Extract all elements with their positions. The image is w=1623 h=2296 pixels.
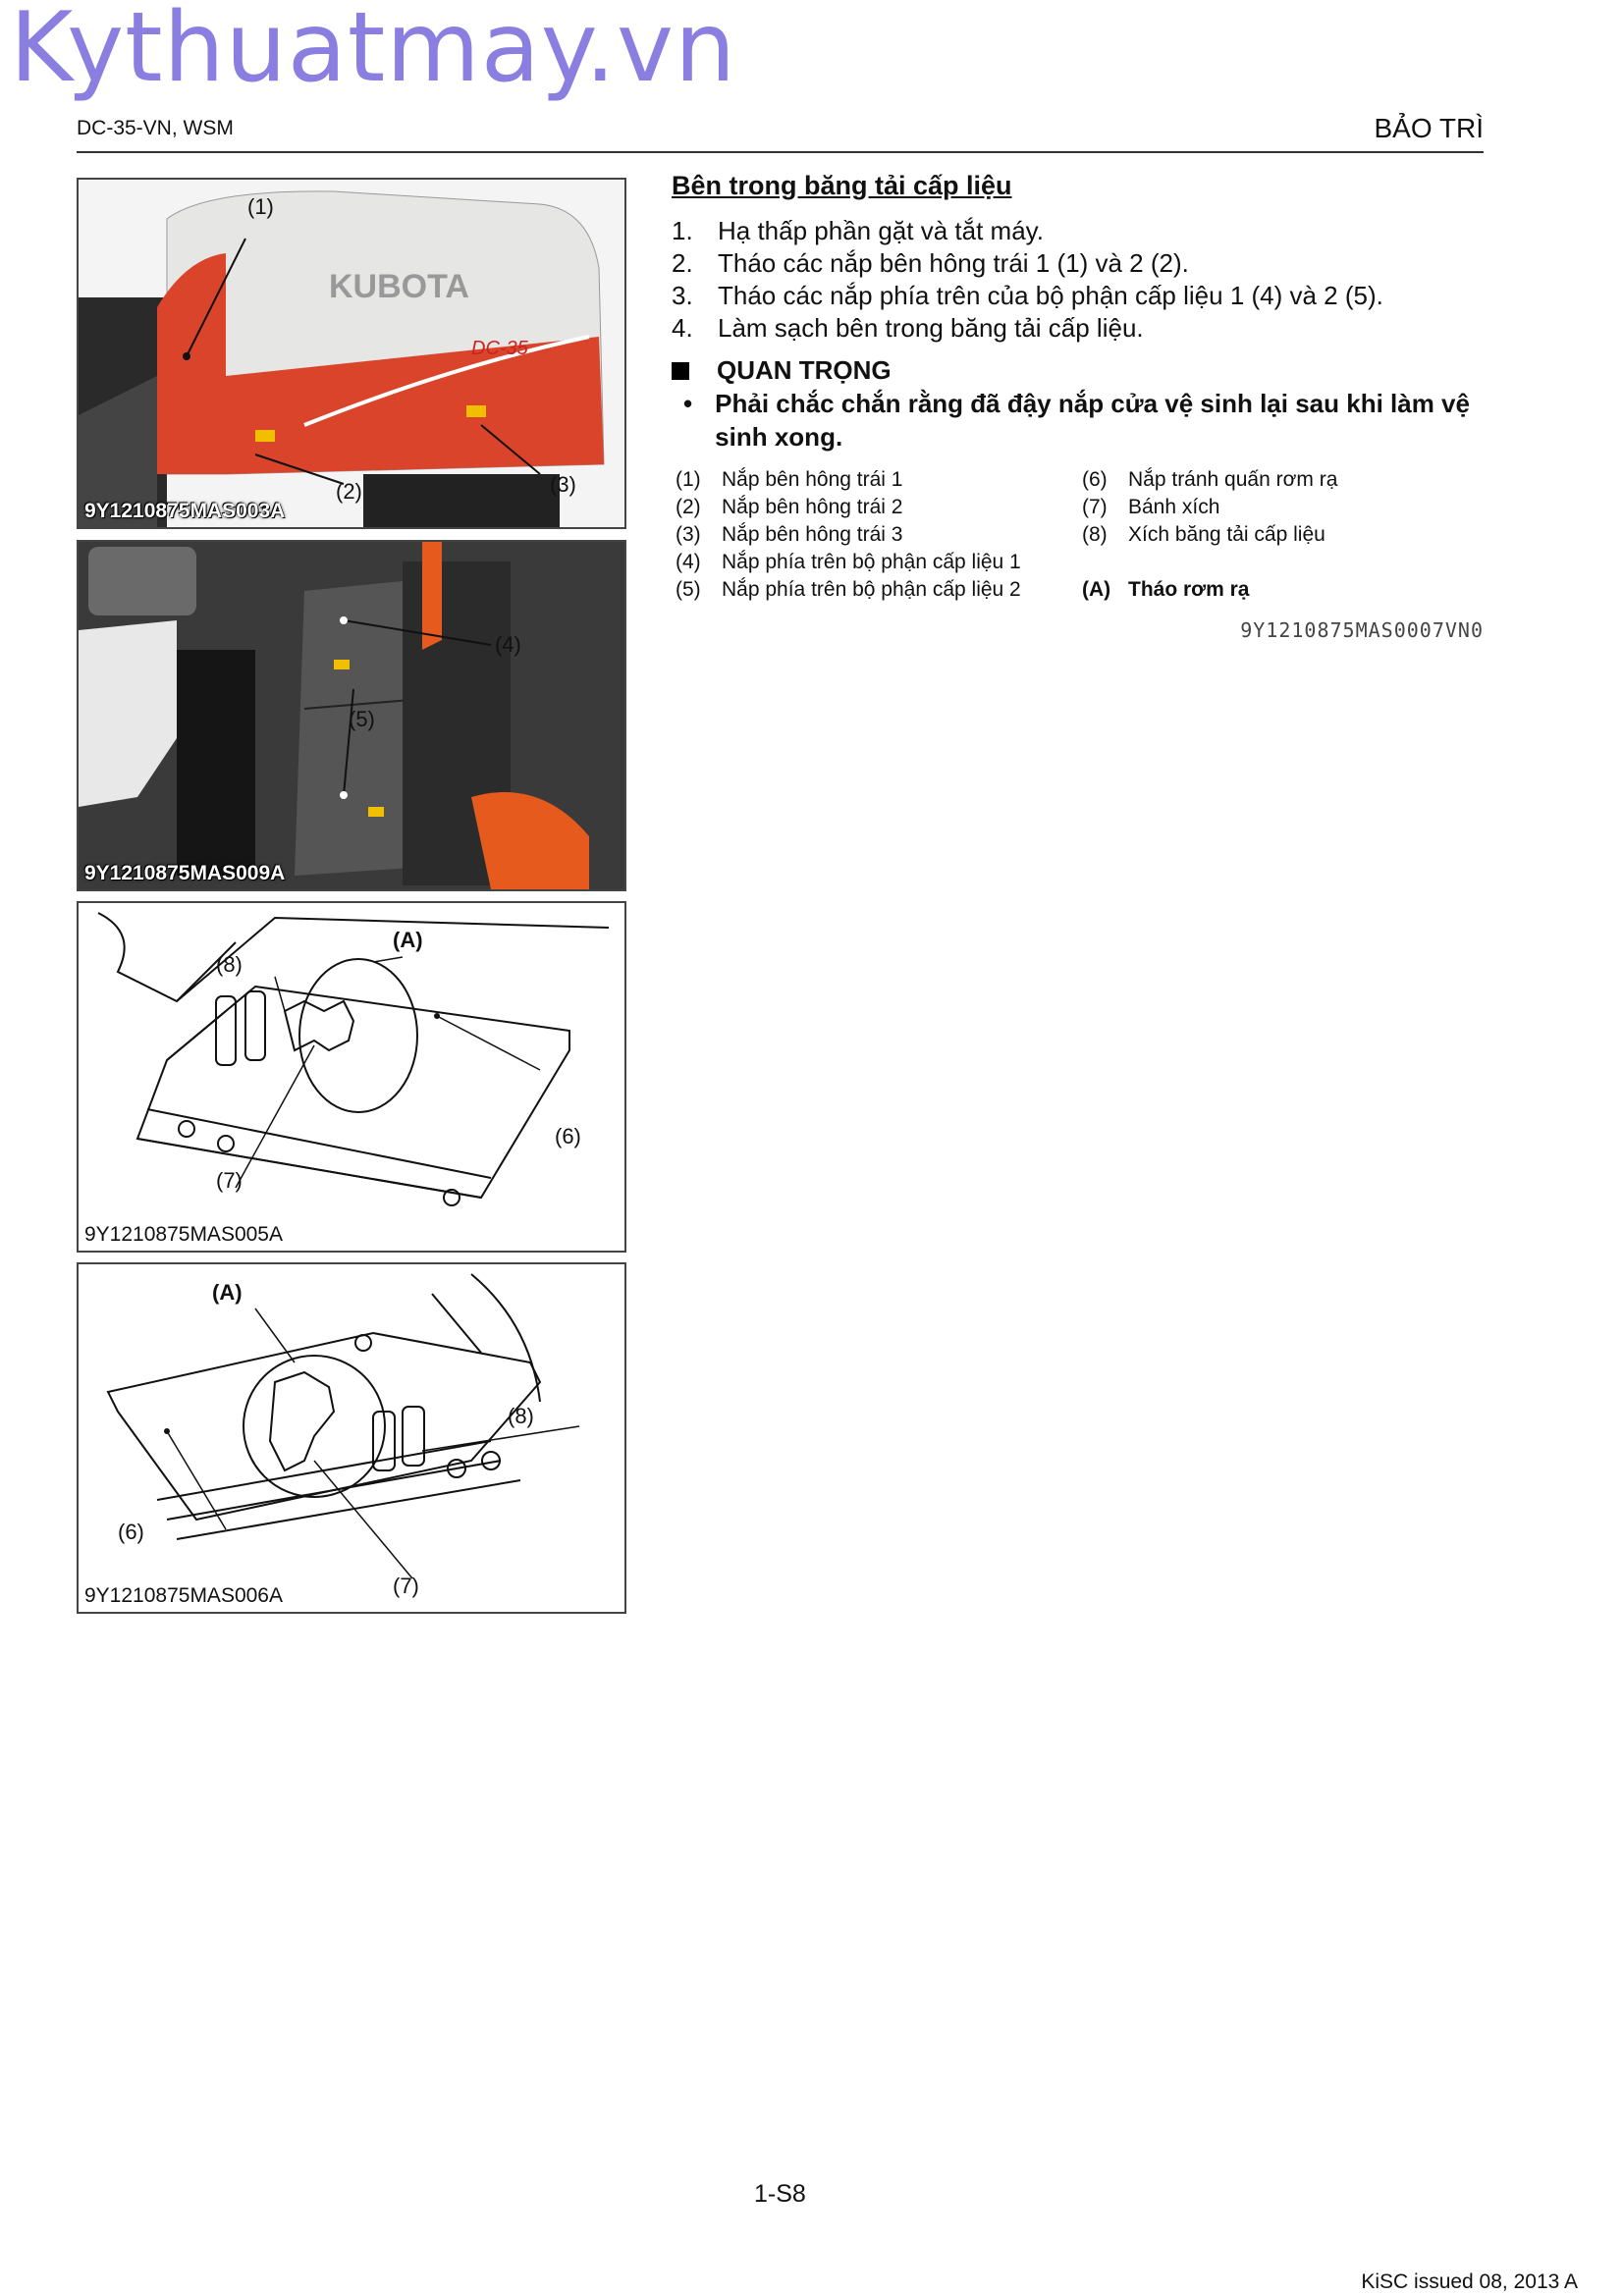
label-7: (7) — [393, 1574, 419, 1598]
label-4: (4) — [495, 632, 521, 657]
legend-item: (8) Xích băng tải cấp liệu — [1082, 523, 1325, 546]
legend-item: (6) Nắp tránh quấn rơm rạ — [1082, 468, 1338, 491]
label-8: (8) — [216, 952, 243, 977]
label-6: (6) — [118, 1520, 144, 1544]
figure-feeder-covers — [77, 540, 626, 891]
feeder-covers-illustration — [79, 542, 624, 889]
legend-item: (7) Bánh xích — [1082, 496, 1220, 518]
figure-machine-side — [77, 178, 626, 529]
header-model: DC-35-VN, WSM — [77, 117, 234, 139]
page-number: 1-S8 — [754, 2180, 806, 2208]
label-A: (A) — [393, 928, 423, 952]
watermark-logo: Kythuatmay.vn — [10, 0, 737, 104]
conveyor-drawing-2 — [79, 1264, 624, 1612]
figure-conveyor-drawing-1 — [77, 901, 626, 1253]
legend-item: (3) Nắp bên hông trái 3 — [676, 523, 903, 546]
bullet-icon: • — [683, 389, 693, 418]
square-bullet-icon — [672, 362, 689, 380]
important-heading: QUAN TRỌNG — [672, 355, 892, 386]
conveyor-drawing-1 — [79, 903, 624, 1251]
label-8: (8) — [508, 1404, 534, 1428]
legend-item: (A) Tháo rơm rạ — [1082, 578, 1250, 601]
step-item: 1. Hạ thấp phần gặt và tắt máy. — [672, 216, 1044, 245]
figure-id: 9Y1210875MAS005A — [84, 1223, 283, 1246]
label-3: (3) — [550, 472, 576, 497]
model-text: DC-35 — [471, 338, 528, 359]
label-6: (6) — [555, 1124, 581, 1148]
important-note: • Phải chắc chắn rằng đã đậy nắp cửa vệ sinh lại sau khi làm vệ sinh xong. — [683, 389, 1470, 452]
legend-item: (2) Nắp bên hông trái 2 — [676, 496, 903, 518]
section-title: Bên trong băng tải cấp liệu — [672, 171, 1012, 200]
header-divider — [77, 151, 1484, 153]
document-code: 9Y1210875MAS0007VN0 — [1240, 618, 1484, 642]
legend-item: (4) Nắp phía trên bộ phận cấp liệu 1 — [676, 551, 1021, 573]
procedure-steps — [672, 216, 1487, 346]
label-5: (5) — [349, 707, 375, 731]
figure-id: 9Y1210875MAS009A — [84, 862, 286, 884]
label-A: (A) — [212, 1280, 243, 1305]
header-section: BẢO TRÌ — [1374, 113, 1484, 143]
issue-info: KiSC issued 08, 2013 A — [1361, 2270, 1578, 2293]
step-item: 2. Tháo các nắp bên hông trái 1 (1) và 2 (2). — [672, 248, 1189, 278]
label-7: (7) — [216, 1168, 243, 1193]
figure-id: 9Y1210875MAS006A — [84, 1584, 283, 1607]
label-1: (1) — [247, 194, 274, 219]
step-item: 3. Tháo các nắp phía trên của bộ phận cấp liệu 1 (4) và 2 (5). — [672, 281, 1383, 310]
step-item: 4. Làm sạch bên trong băng tải cấp liệu. — [672, 313, 1144, 343]
brand-text: KUBOTA — [329, 268, 469, 305]
label-2: (2) — [336, 479, 362, 504]
legend-item: (5) Nắp phía trên bộ phận cấp liệu 2 — [676, 578, 1021, 601]
legend-item: (1) Nắp bên hông trái 1 — [676, 468, 903, 491]
figure-conveyor-drawing-2 — [77, 1262, 626, 1614]
machine-side-illustration — [79, 180, 624, 527]
figure-id: 9Y1210875MAS003A — [84, 500, 286, 522]
